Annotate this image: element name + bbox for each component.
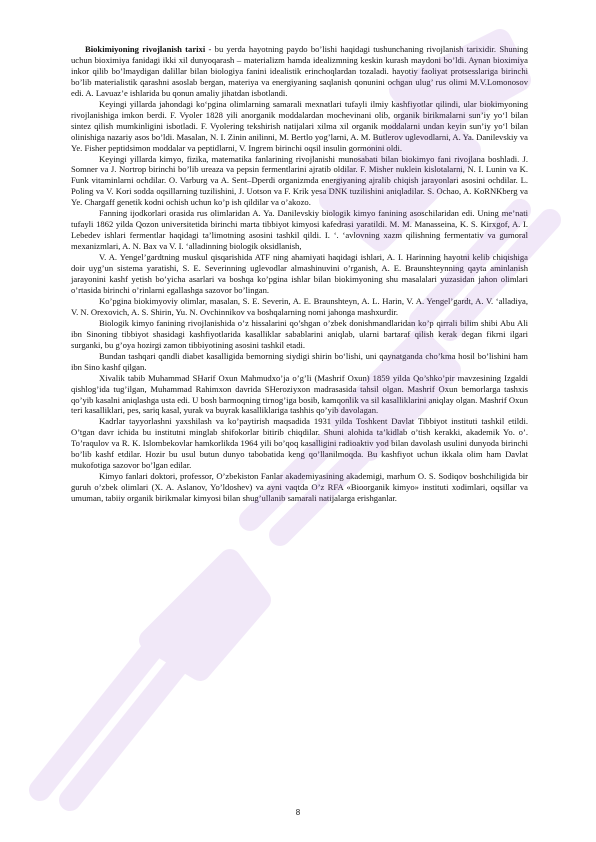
paragraph [71,252,528,296]
watermark-stroke [150,560,260,670]
paragraph-text: Ko’pgina biokimyoviy olimlar, masalan, S. E. Severin, A. E. Braunshteyn, A. L. Harin, V. A. Yengel’gardt, A. V. ‘alladiya, V. N. Orexovich, A. S. Shirin, Yu. N. Ovchinnikov va boshqalarning nomi jahonga mashxurdir. [71,295,528,317]
paragraph-text: Biologik kimyo fanining rivojlanishida o’z hissalarini qo’shgan o’zbek donishmandlaridan ko’p qirrali bilim shibi Abu Ali ibn Sinoning tibbiyot shasidagi kashfiyotlarida kasalliklar sabablarini aniqlab, ularni bartaraf qilish kerak degan fikrni ilgari surganki, bu g’oya hozirgi zamon tibbiyotining asosini tashkil etadi. [71,317,528,350]
paragraph [71,416,528,471]
paragraph-text: Keyingi yillarda jahondagi ko‘pgina olimlarning samarali mexnatlari tufayli ilmiy kashfiyotlar qilindi, ular biokimyoning rivojlanishiga imkon berdi. F. Vyoler 1828 yili anorganik moddalardan mochevinani olib, organik birikmalarni sun’iy yo‘l bilan sintez qilish mumkinligini isbotladi. F. Vyolering tekshirish natijalari xilma xil organik moddalarni undan keyin sun’iy yo‘l bilan olinishiga nazariy asos bo’ldi. Masalan, N. I. Zinin anilinni, M. Bertlo yog’larni, A. M. Butlerov uglevodlarni, A. Ya. Danilevskiy va Ye. Fisher peptidsimon moddalar va peptidlarni, V. Ingrem birinchi oqsil insulin gormonini oldi. [71,98,528,153]
paragraph [71,351,528,373]
paragraph-text: - bu yerda hayotning paydo bo’lishi haqidagi tushunchaning rivojlanish tarixidir. Shuning uchun bioximiya fanidagi ikki xil dunyoqarash – materializm hamda idealizmning keskin kurash maydoni bo’ldi. Aynan bioximiya inkor qilib bo’lmaydigan dalillar bilan biologiya fanini idealistik erinchoqlardan tozaladi. hayotiy faoliyat protsesslariga birinchi bo’lib materialistik qarashni asoslab bergan, materiya va energiyaning saqlanish qonunini ochgan ulug’ rus olimi M.V.Lomonosov edi. A. Lavuaz’e ishlarida bu qonun amaliy jihatdan isbotlandi. [71,44,528,98]
paragraph-text: Xivalik tabib Muhammad SHarif Oxun Mahmudxo’ja o’g’li (Mashrif Oxun) 1859 yilda Qo’shko’pir mavzesining Izgaldi qishlog’ida tug’ilgan, Muhammad Rahimxon davrida SHeroziyxon madrasasida tahsil olgan. Mashrif Oxun bemorlarga tashxis qo’yib kasalni aniqlashga usta edi. U bosh barmoqning tirnog’iga bosib, kamqonlik va sil kasalliklarini aniqlay olgan. Mashrif Oxun teri kasalliklari, pes, sariq kasal, yurak va buyrak kasalliklariga tashhis qo’yib davolagan. [71,372,528,416]
watermark-stroke [70,650,190,800]
paragraph-text: Kimyo fanlari doktori, professor, O’zbekiston Fanlar akademiyasining akademigi, marhum O. S. Sodiqov boshchiligida bir guruh o’zbek olimlari (X. A. Aslanov, Yo’ldoshev) va ayni vaqtda O’z RFA «Bioorganik kimyo» instituti xodimlari, oqsillar va umuman, tabiiy organik birikmalar kimyosi bilan shug’ullanib samarali natijalarga erishganlar. [71,471,528,504]
lead-term: Biokimiyoning rivojlanish tarixi [85,44,206,54]
paragraph [71,471,528,504]
watermark-stroke [40,640,160,790]
paragraph [71,373,528,417]
document-body [71,44,528,504]
paragraph [71,154,528,209]
paragraph-text: Kadrlar tayyorlashni yaxshilash va ko’paytirish maqsadida 1931 yilda Toshkent Davlat Tibbiyot instituti tashkil etildi. O’tgan davr ichida bu institutni minglab shifokorlar bitirib chiqdilar. Shuni alohida ta’kidlab o’tish kerakki, akademik Yo. o’. To’raqulov va R. K. Islombekovlar hamkorlikda 1964 yili bo’qoq kasalligini radioaktiv yod bilan davolash usulini dunyoda birinchi bo’lib kashf etdilar. Hozir bu usul butun dunyo tabobatida keng qo’llanilmoqda. Bu kashfiyot uchun ikkala olim ham Davlat mukofotiga sazovor bo’lgan edilar. [71,416,528,471]
paragraph [71,99,528,154]
paragraph [71,44,528,99]
paragraph [71,208,528,252]
paragraph-text: Bundan tashqari qandli diabet kasalligida bemorning siydigi shirin bo‘lishi, uni qaynatganda cho’kma hosil bo’lishini ham ibn Sino kashf qilgan. [71,350,528,372]
paragraph-text: V. A. Yengel’gardtning muskul qisqarishida ATF ning ahamiyati haqidagi ishlari, A. I. Harinning hayotni kelib chiqishiga doir uyg’un sistema yaratishi, S. E. Severinning uglevodlar almashinuvini o’rganish, A. E. Braunshteynning qayta aminlanish jarayonini kashf yetish bo’yicha asarlari va boshqa ko’pgina ishlar bilan biokimyoning shu masalalari yuzasidan jahon olimlari o’rtasida birinchi o’rinlarni egallashga sazovor bo’lingan. [71,252,528,295]
page-number: 8 [295,808,301,817]
paragraph-text: Keyingi yillarda kimyo, fizika, matematika fanlarining rivojlanishi munosabati bilan biokimyo fani rivojlana boshladi. J. Somner va J. Nortrop birinchi bo’lib ureaza va pepsin fermentlarini ajratib oldilar. F. Misher nuklein kislotalarni, N. I. Lunin va K. Funk vitaminlarni ochdilar. O. Varburg va A. Sent–Dperdi organizmda energiyaning ajralib chiqish jarayonlari asosini ochdilar. L. Poling va V. Kori sodda oqsillarning tuzilishini, J. Uotson va F. Krik yesa DNK tuzilishini aniqladilar. S. Ochao, A. KoRNKberg va Ye. Chargaff genetik kodni ochish uchun ko’p ish qildilar va o’akozo. [71,153,528,208]
paragraph-text: Fanning ijodkorlari orasida rus olimlaridan A. Ya. Danilevskiy biologik kimyo fanining asoschilaridan edi. Uning me’nati tufayli 1862 yilda Qozon universitetida birinchi marta tibbiyot kimyosi kafedrasi yaratildi. M. M. Manasseina, K. S. Kirxgof, A. I. Lebedev ishlari fermentlar haqidagi ta’limotning asosini tashkil qildi. I. ‘. ‘avlovning xazm qilishning fermentativ va gumoral mexanizmlari, A. N. Bax va V. I. ‘alladinning biologik oksidlanish, [71,208,528,252]
paragraph [71,296,528,318]
paragraph [71,318,528,351]
